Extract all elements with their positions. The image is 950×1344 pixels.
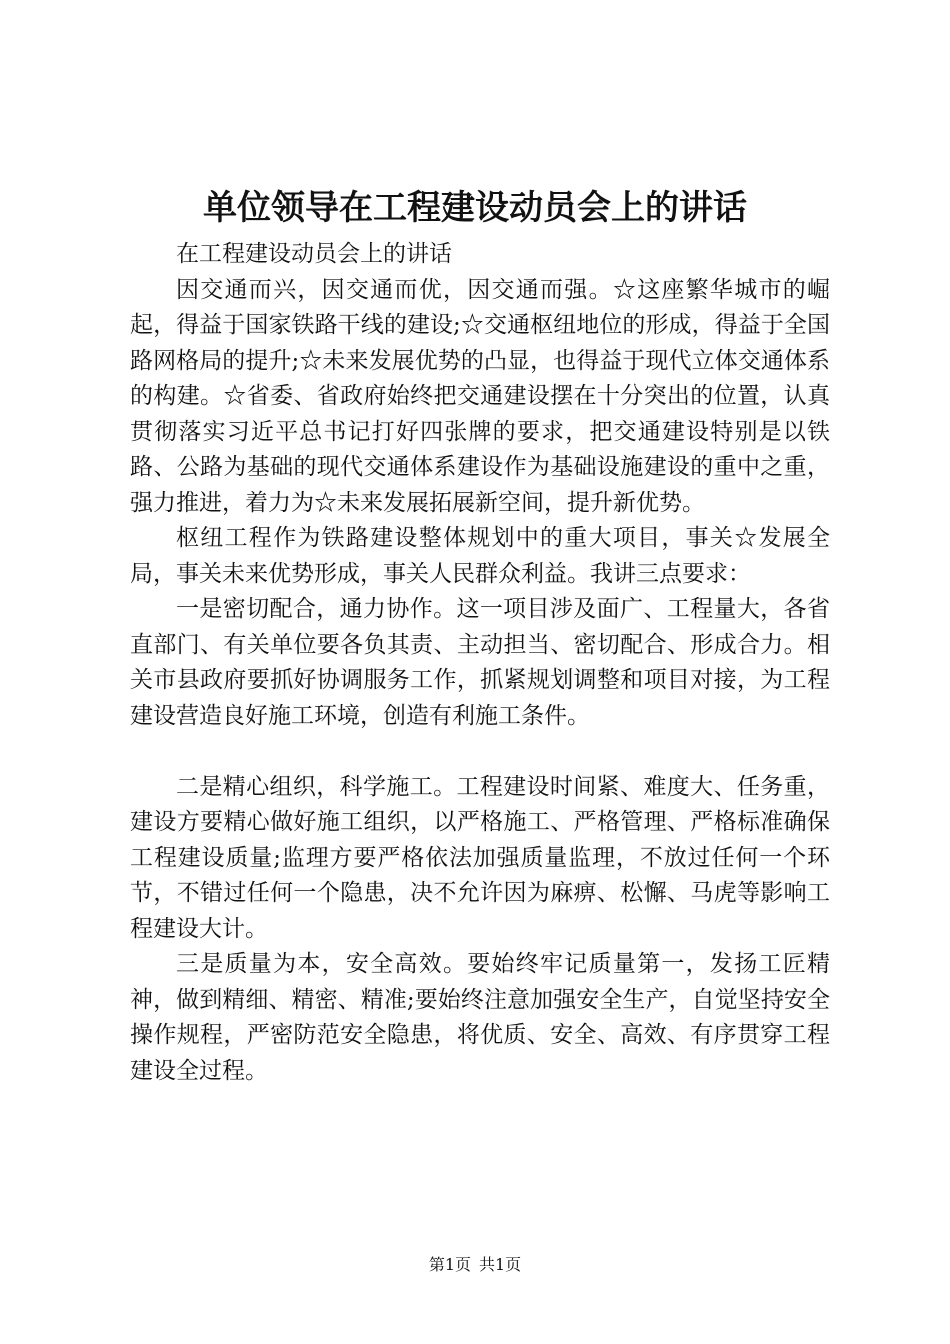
page-number: 第1页 — [428, 1255, 471, 1274]
paragraph-point-two: 二是精心组织，科学施工。工程建设时间紧、难度大、任务重，建设方要精心做好施工组织，以严格施工、严格管理、严格标准确保工程建设质量;监理方要严格依法加强质量监理，不放过任何一个环节，不错过任何一个隐患，决不允许因为麻痹、松懈、马虎等影响工程建设大计。 — [130, 773, 830, 942]
document-body — [130, 237, 830, 1089]
paragraph-subtitle: 在工程建设动员会上的讲话 — [176, 241, 452, 267]
page-total: 共1页 — [479, 1255, 522, 1274]
page-footer — [0, 1255, 950, 1275]
paragraph-point-one: 一是密切配合，通力协作。这一项目涉及面广、工程量大，各省直部门、有关单位要各负其责、主动担当、密切配合、形成合力。相关市县政府要抓好协调服务工作，抓紧规划调整和项目对接，为工程建设营造良好施工环境，创造有利施工条件。 — [130, 596, 830, 729]
paragraph-intro: 因交通而兴，因交通而优，因交通而强。☆这座繁华城市的崛起，得益于国家铁路干线的建设;☆交通枢纽地位的形成，得益于全国路网格局的提升;☆未来发展优势的凸显，也得益于现代立体交通体系的构建。☆省委、省政府始终把交通建设摆在十分突出的位置，认真贯彻落实习近平总书记打好四张牌的要求，把交通建设特别是以铁路、公路为基础的现代交通体系建设作为基础设施建设的重中之重，强力推进，着力为☆未来发展拓展新空间，提升新优势。 — [130, 276, 830, 516]
paragraph-point-three: 三是质量为本，安全高效。要始终牢记质量第一，发扬工匠精神，做到精细、精密、精准;要始终注意加强安全生产，自觉坚持安全操作规程，严密防范安全隐患，将优质、安全、高效、有序贯穿工程建设全过程。 — [130, 951, 830, 1084]
paragraph-requirements: 枢纽工程作为铁路建设整体规划中的重大项目，事关☆发展全局，事关未来优势形成，事关人民群众利益。我讲三点要求： — [130, 525, 830, 587]
document-title: 单位领导在工程建设动员会上的讲话 — [203, 188, 747, 228]
